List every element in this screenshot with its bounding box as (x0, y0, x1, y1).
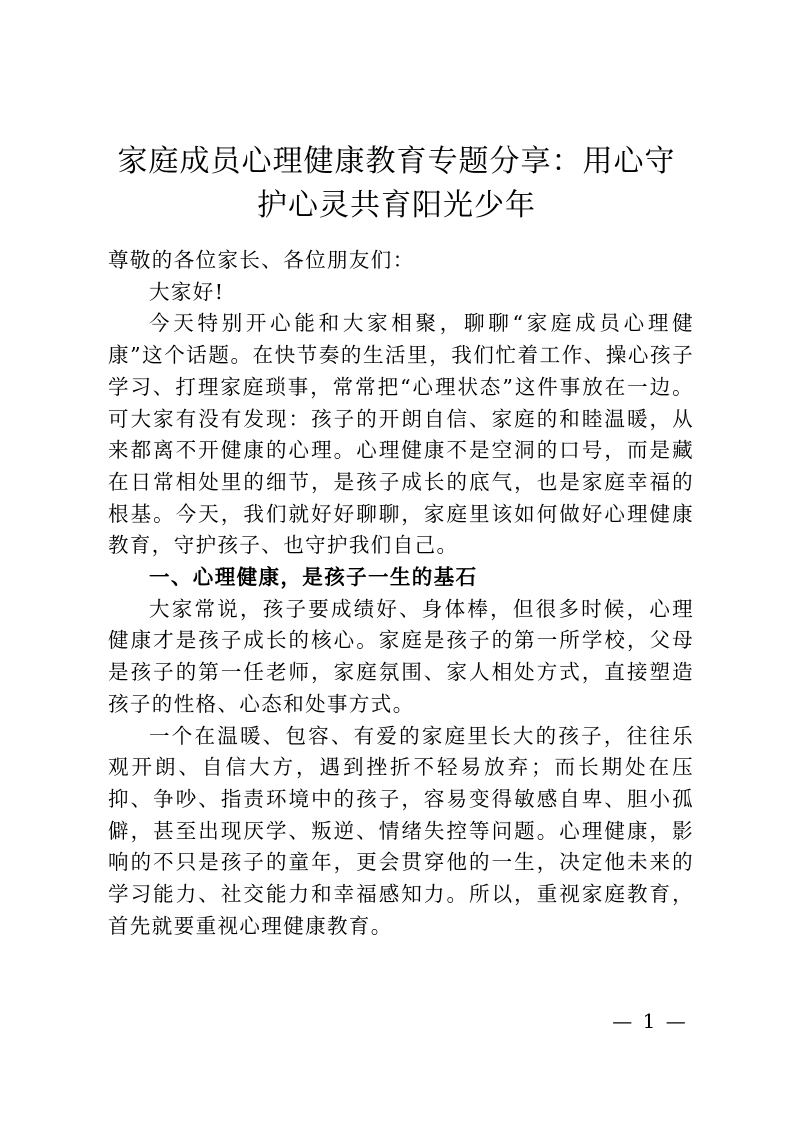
paragraph-intro: 今天特别开心能和大家相聚，聊聊“家庭成员心理健康”这个话题。在快节奏的生活里，我们忙着工作、操心孩子学习、打理家庭琐事，常常把“心理状态”这件事放在一边。可大家有没有发现：孩子的开朗自信、家庭的和睦温暖，从来都离不开健康的心理。心理健康不是空洞的口号，而是藏在日常相处里的细节，是孩子成长的底气，也是家庭幸福的根基。今天，我们就好好聊聊，家庭里该如何做好心理健康教育，守护孩子、也守护我们自己。 (108, 311, 694, 558)
salutation: 尊敬的各位家长、各位朋友们： (108, 248, 415, 272)
paragraph-impact: 一个在温暖、包容、有爱的家庭里长大的孩子，往往乐观开朗、自信大方，遇到挫折不轻易放弃；而长期处在压抑、争吵、指责环境中的孩子，容易变得敏感自卑、胆小孤僻，甚至出现厌学、叛逆、情绪失控等问题。心理健康，影响的不只是孩子的童年，更会贯穿他的一生，决定他未来的学习能力、社交能力和幸福感知力。所以，重视家庭教育，首先就要重视心理健康教育。 (108, 723, 694, 938)
page-number: — 1 — (612, 1009, 688, 1033)
title-line-1: 家庭成员心理健康教育专题分享：用心守 (117, 144, 676, 179)
document-title (100, 140, 693, 228)
document-body (108, 245, 694, 942)
title-line-2: 护心灵共育阳光少年 (257, 188, 536, 223)
paragraph-core: 大家常说，孩子要成绩好、身体棒，但很多时候，心理健康才是孩子成长的核心。家庭是孩子的第一所学校，父母是孩子的第一任老师，家庭氛围、家人相处方式，直接塑造孩子的性格、心态和处事方式。 (108, 596, 694, 716)
greeting: 大家好! (149, 279, 225, 304)
section-heading: 一、心理健康，是孩子一生的基石 (149, 565, 478, 590)
